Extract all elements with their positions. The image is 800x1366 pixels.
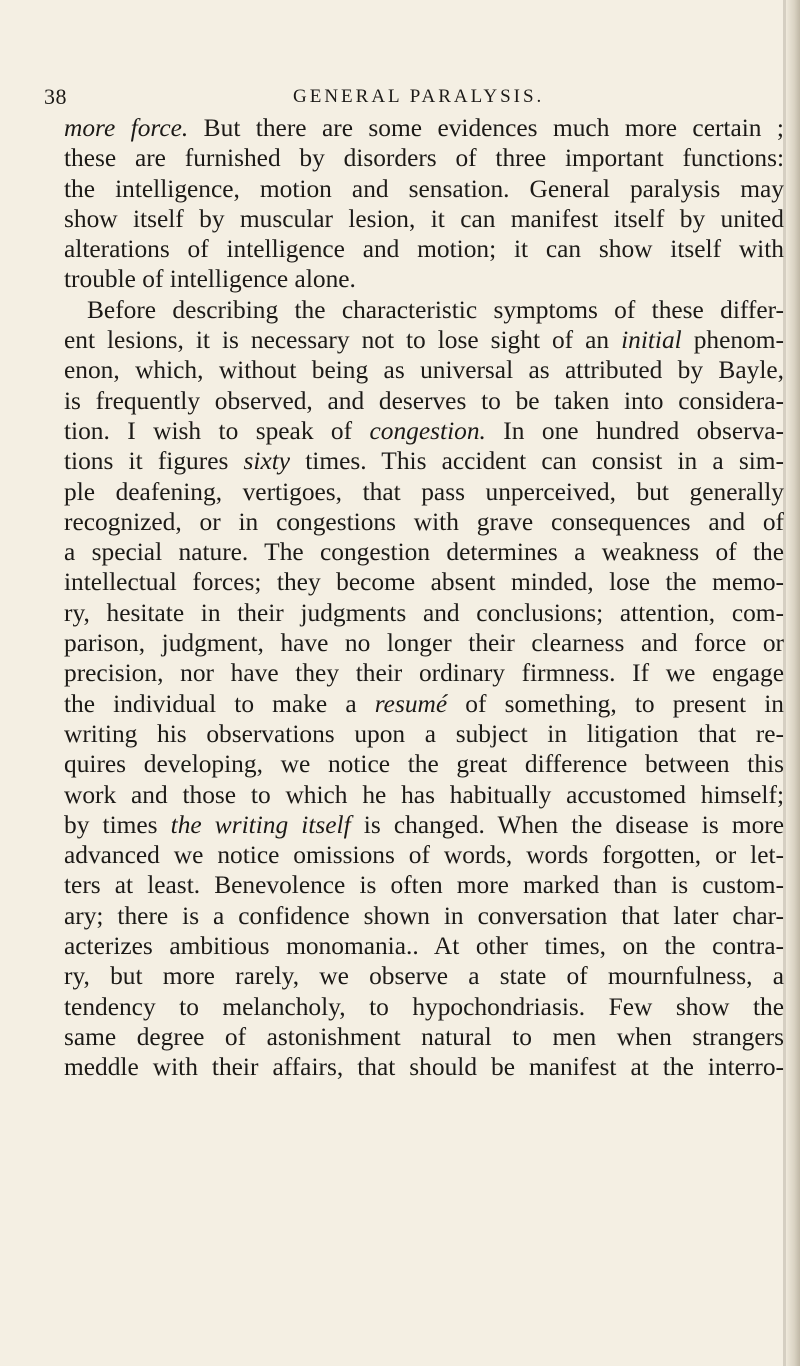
line-text: ters at least. Benevolence is often more marked than is custom- [64, 871, 784, 900]
line-text: phenom- [681, 326, 784, 355]
page-edge [786, 0, 800, 1366]
line-text: Before describing the characteristic symptoms of these differ- [87, 295, 784, 324]
text-line-12 [64, 446, 784, 476]
italic-phrase: more force. [64, 114, 189, 142]
text-line-9 [64, 355, 784, 385]
text-line-2 [64, 143, 784, 173]
line-text: tendency to melancholy, to hypochondriasis. Few show the [64, 992, 784, 1021]
text-line-7 [64, 295, 784, 325]
text-line-5 [64, 234, 784, 264]
line-text: In one hundred observa- [485, 416, 784, 445]
line-text: But there are some evidences much more certain ; [188, 114, 784, 142]
line-text: same degree of astonishment natural to men when strangers [64, 1022, 784, 1051]
italic-phrase: the writing itself [170, 810, 351, 839]
text-line-17 [64, 598, 784, 628]
line-text: ry, but more rarely, we observe a state of mournfulness, a [64, 962, 784, 991]
text-line-6 [64, 264, 784, 294]
text-line-18 [64, 628, 784, 658]
line-text: tion. I wish to speak of [64, 416, 370, 445]
running-head: GENERAL PARALYSIS. [293, 86, 545, 107]
text-line-30 [64, 992, 784, 1022]
text-line-8 [64, 325, 784, 355]
text-line-32 [64, 1052, 784, 1082]
text-line-27 [64, 901, 784, 931]
line-text: precision, nor have they their ordinary firmness. If we engage [64, 659, 784, 688]
text-line-10 [64, 386, 784, 416]
line-text: recognized, or in congestions with grave consequences and of [64, 507, 784, 536]
line-text: of something, to present in [447, 689, 784, 718]
line-text: ry, hesitate in their judgments and conclusions; attention, com- [64, 598, 784, 627]
line-text: is frequently observed, and deserves to be taken into considera- [64, 386, 784, 415]
text-line-21 [64, 719, 784, 749]
line-text: times. This accident can consist in a sim- [290, 447, 784, 476]
text-line-23 [64, 780, 784, 810]
line-text: a special nature. The congestion determines a weakness of the [64, 538, 784, 567]
line-text: work and those to which he has habitually accustomed himself; [64, 780, 784, 809]
text-line-25 [64, 840, 784, 870]
body-text [64, 113, 784, 1083]
line-text: advanced we notice omissions of words, words forgotten, or let- [64, 841, 784, 870]
text-line-26 [64, 870, 784, 900]
text-line-13 [64, 477, 784, 507]
line-text: trouble of intelligence alone. [64, 265, 356, 294]
text-line-24 [64, 810, 784, 840]
text-line-22 [64, 749, 784, 779]
text-line-3 [64, 174, 784, 204]
italic-word: resumé [374, 689, 448, 718]
italic-word: sixty [243, 447, 291, 476]
line-text: acterizes ambitious monomania.. At other times, on the contra- [64, 932, 784, 961]
text-line-15 [64, 537, 784, 567]
italic-word: congestion. [369, 416, 486, 445]
line-text: show itself by muscular lesion, it can manifest itself by united [64, 204, 784, 233]
line-text: alterations of intelligence and motion; it can show itself with [64, 235, 784, 264]
text-line-28 [64, 931, 784, 961]
line-text: the intelligence, motion and sensation. General paralysis may [64, 174, 784, 203]
line-text: is changed. When the disease is more [350, 810, 785, 839]
line-text: by times [64, 810, 171, 839]
page-number: 38 [44, 84, 67, 109]
text-line-4 [64, 204, 784, 234]
line-text: the individual to make a [64, 689, 375, 718]
line-text: intellectual forces; they become absent minded, lose the memo- [64, 568, 784, 597]
italic-word: initial [621, 326, 682, 355]
line-text: ple deafening, vertigoes, that pass unperceived, but generally [64, 477, 784, 506]
line-text: ary; there is a confidence shown in conversation that later char- [64, 901, 784, 930]
line-text: ent lesions, it is necessary not to lose sight of an [64, 326, 622, 355]
text-line-1 [64, 113, 784, 143]
text-line-16 [64, 567, 784, 597]
line-text: enon, which, without being as universal as attributed by Bayle, [64, 356, 784, 385]
line-text: parison, judgment, have no longer their clearness and force or [64, 629, 784, 658]
line-text: quires developing, we notice the great difference between this [64, 750, 784, 779]
text-line-31 [64, 1022, 784, 1052]
line-text: meddle with their affairs, that should be manifest at the interro- [64, 1053, 784, 1082]
line-text: these are furnished by disorders of three important functions: [64, 144, 784, 173]
text-line-20 [64, 689, 784, 719]
text-line-19 [64, 658, 784, 688]
line-text: tions it figures [64, 447, 244, 476]
text-line-29 [64, 961, 784, 991]
text-line-11 [64, 416, 784, 446]
line-text: writing his observations upon a subject in litigation that re- [64, 719, 784, 748]
text-line-14 [64, 507, 784, 537]
